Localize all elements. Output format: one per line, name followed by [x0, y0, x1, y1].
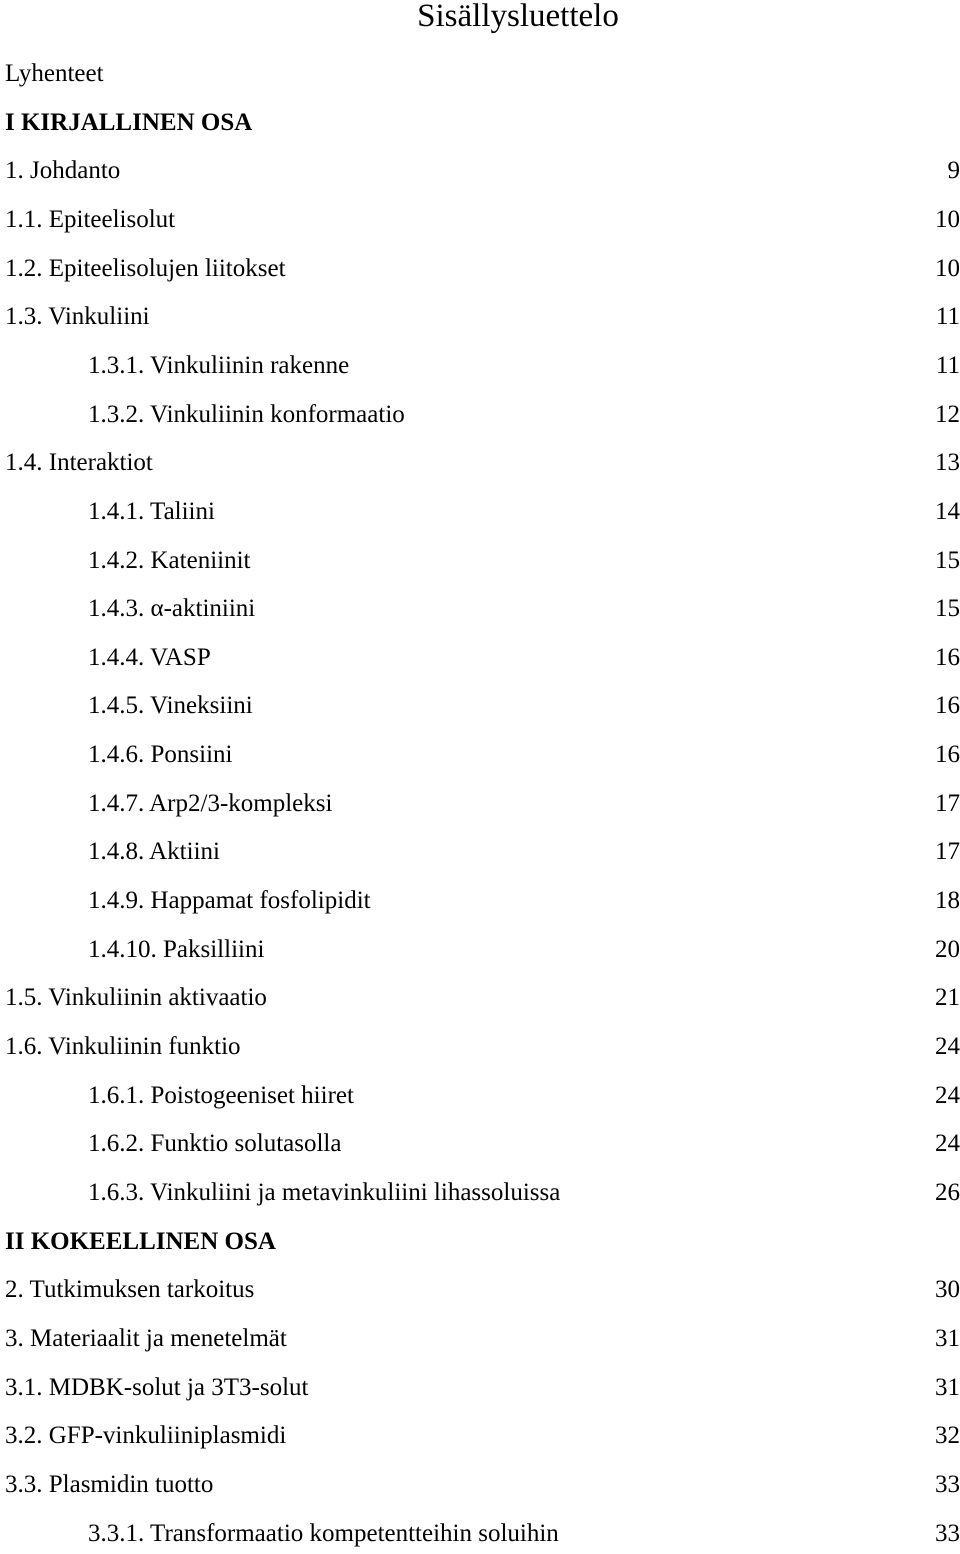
toc-entry[interactable] [0, 1319, 960, 1359]
toc-entry[interactable] [0, 395, 960, 435]
toc-entry[interactable] [0, 686, 960, 726]
toc-entry-label: 1.2. Epiteelisolujen liitokset [5, 249, 286, 289]
toc-entry[interactable] [0, 930, 960, 970]
toc-entry-label: 1.4.6. Ponsiini [88, 735, 232, 775]
toc-entry[interactable] [0, 1173, 960, 1213]
toc-page-number: 15 [935, 589, 960, 629]
toc-entry[interactable] [0, 297, 960, 337]
toc-entry[interactable] [0, 1465, 960, 1505]
toc-entry[interactable] [0, 249, 960, 289]
toc-entry-label: I KIRJALLINEN OSA [5, 103, 252, 143]
toc-entry-label: 1.6. Vinkuliinin funktio [5, 1027, 241, 1067]
toc-page-number: 17 [935, 832, 960, 872]
toc-page-number: 16 [935, 638, 960, 678]
toc-entry[interactable] [0, 1514, 960, 1554]
toc-page-number: 31 [935, 1319, 960, 1359]
toc-page-number: 11 [936, 297, 960, 337]
toc-page-number: 12 [935, 395, 960, 435]
toc-entry-label: 1.3. Vinkuliini [5, 297, 150, 337]
toc-entry[interactable] [0, 54, 960, 94]
toc-entry[interactable] [0, 832, 960, 872]
toc-entry-label: 1.6.3. Vinkuliini ja metavinkuliini lihassoluissa [88, 1173, 560, 1213]
toc-entry-label: 1.4.10. Paksilliini [88, 930, 264, 970]
toc-entry[interactable] [0, 443, 960, 483]
toc-page-number: 15 [935, 541, 960, 581]
toc-entry-label: 3.3.1. Transformaatio kompetentteihin soluihin [88, 1514, 559, 1554]
toc-page-number: 13 [935, 443, 960, 483]
toc-page-number: 18 [935, 881, 960, 921]
toc-entry-label: 1.6.1. Poistogeeniset hiiret [88, 1076, 354, 1116]
toc-page-number: 16 [935, 735, 960, 775]
toc-page-number: 24 [935, 1027, 960, 1067]
toc-entry-label: 1.4.7. Arp2/3-kompleksi [88, 784, 332, 824]
toc-entry[interactable] [0, 1027, 960, 1067]
toc-entry[interactable] [0, 784, 960, 824]
toc-page-number: 10 [935, 200, 960, 240]
toc-page-number: 14 [935, 492, 960, 532]
toc-entry[interactable] [0, 200, 960, 240]
toc-page-number: 31 [935, 1368, 960, 1408]
toc-entry[interactable] [0, 638, 960, 678]
toc-entry-label: 1.4.3. α-aktiniini [88, 589, 255, 629]
page-title: Sisällysluettelo [0, 0, 960, 38]
toc-entry-label: 1.4. Interaktiot [5, 443, 153, 483]
toc-page-number: 33 [935, 1514, 960, 1554]
toc-entry-label: 1.4.4. VASP [88, 638, 211, 678]
toc-entry-label: 3. Materiaalit ja menetelmät [5, 1319, 287, 1359]
toc-entry-label: 3.1. MDBK-solut ja 3T3-solut [5, 1368, 308, 1408]
toc-entry-label: 1.4.8. Aktiini [88, 832, 220, 872]
toc-entry-label: 1.1. Epiteelisolut [5, 200, 175, 240]
toc-entry[interactable] [0, 1270, 960, 1310]
toc-entry-label: 1.3.1. Vinkuliinin rakenne [88, 346, 349, 386]
toc-page-number: 10 [935, 249, 960, 289]
toc-entry-label: 1.4.9. Happamat fosfolipidit [88, 881, 371, 921]
toc-entry[interactable] [0, 151, 960, 191]
toc-entry[interactable] [0, 1076, 960, 1116]
toc-page-number: 24 [935, 1076, 960, 1116]
toc-entry-label: 1.4.1. Taliini [88, 492, 215, 532]
toc-entry-label: 3.3. Plasmidin tuotto [5, 1465, 213, 1505]
toc-entry[interactable] [0, 1368, 960, 1408]
toc-entry[interactable] [0, 881, 960, 921]
toc-entry-label: II KOKEELLINEN OSA [5, 1222, 276, 1262]
toc-page-number: 33 [935, 1465, 960, 1505]
toc-page-number: 16 [935, 686, 960, 726]
toc-entry-label: 1. Johdanto [5, 151, 120, 191]
toc-entry-label: 1.4.5. Vineksiini [88, 686, 253, 726]
toc-page-number: 30 [935, 1270, 960, 1310]
toc-entry[interactable] [0, 1416, 960, 1456]
toc-entry-label: Lyhenteet [5, 54, 104, 94]
toc-entry[interactable] [0, 346, 960, 386]
toc-page-number: 11 [936, 346, 960, 386]
toc-entry-label: 1.4.2. Kateniinit [88, 541, 250, 581]
toc-page-number: 9 [948, 151, 960, 191]
toc-entry-label: 1.6.2. Funktio solutasolla [88, 1124, 341, 1164]
toc-entry[interactable] [0, 492, 960, 532]
toc-entry-label: 2. Tutkimuksen tarkoitus [5, 1270, 254, 1310]
toc-entry-label: 1.5. Vinkuliinin aktivaatio [5, 978, 267, 1018]
toc-entry[interactable] [0, 978, 960, 1018]
toc-entry-label: 3.2. GFP-vinkuliiniplasmidi [5, 1416, 286, 1456]
toc-page-number: 24 [935, 1124, 960, 1164]
toc-page-number: 26 [935, 1173, 960, 1213]
toc-entry[interactable] [0, 735, 960, 775]
toc-page-number: 17 [935, 784, 960, 824]
toc-page-number: 20 [935, 930, 960, 970]
toc-page-number: 21 [935, 978, 960, 1018]
toc-section-heading[interactable] [0, 103, 960, 143]
toc-section-heading[interactable] [0, 1222, 960, 1262]
toc-entry[interactable] [0, 1124, 960, 1164]
toc-entry[interactable] [0, 541, 960, 581]
toc-entry-label: 1.3.2. Vinkuliinin konformaatio [88, 395, 405, 435]
toc-page-number: 32 [935, 1416, 960, 1456]
toc-entry[interactable] [0, 589, 960, 629]
